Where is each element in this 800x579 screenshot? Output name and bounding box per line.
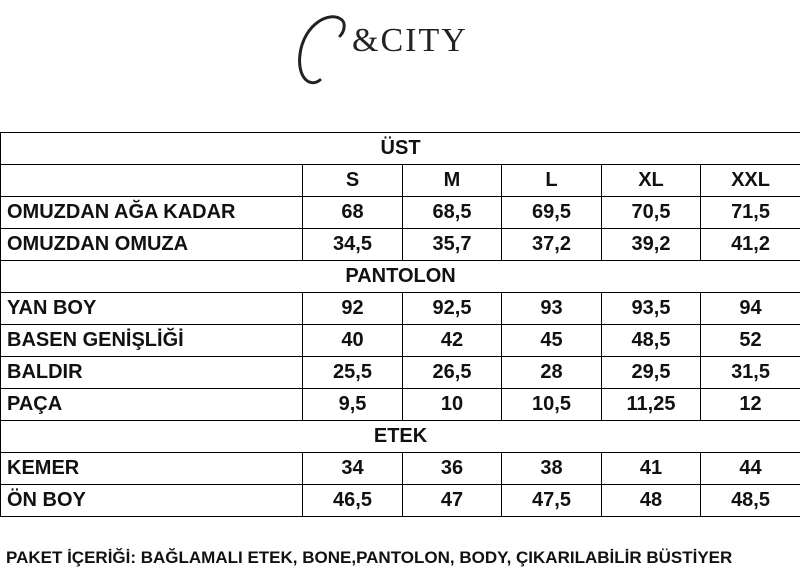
brand-logo [0, 0, 800, 100]
measurement-value: 40 [303, 325, 403, 357]
measurement-label: PAÇA [1, 389, 303, 421]
script-c-letter [290, 6, 360, 96]
section-header-row [1, 133, 800, 165]
size-header-cell: XL [602, 165, 701, 197]
measurement-value: 36 [403, 453, 502, 485]
measurement-value: 35,7 [403, 229, 502, 261]
measurement-value: 46,5 [303, 485, 403, 517]
section-header-row [1, 261, 800, 293]
measurement-label: OMUZDAN OMUZA [1, 229, 303, 261]
table-row [1, 357, 800, 389]
section-title: ÜST [1, 133, 800, 165]
measurement-value: 34,5 [303, 229, 403, 261]
section-title: PANTOLON [1, 261, 800, 293]
measurement-value: 34 [303, 453, 403, 485]
size-header-blank [1, 165, 303, 197]
size-header-cell: XXL [701, 165, 800, 197]
measurement-value: 28 [502, 357, 602, 389]
measurement-value: 48,5 [602, 325, 701, 357]
measurement-value: 68,5 [403, 197, 502, 229]
measurement-value: 93 [502, 293, 602, 325]
measurement-value: 9,5 [303, 389, 403, 421]
table-row [1, 325, 800, 357]
table-row [1, 229, 800, 261]
measurement-value: 69,5 [502, 197, 602, 229]
table-row [1, 485, 800, 517]
section-header-row [1, 421, 800, 453]
section-title: ETEK [1, 421, 800, 453]
measurement-value: 42 [403, 325, 502, 357]
measurement-label: KEMER [1, 453, 303, 485]
measurement-label: BALDIR [1, 357, 303, 389]
measurement-value: 70,5 [602, 197, 701, 229]
measurement-value: 12 [701, 389, 800, 421]
table-row [1, 293, 800, 325]
table-row [1, 453, 800, 485]
measurement-value: 71,5 [701, 197, 800, 229]
measurement-value: 92,5 [403, 293, 502, 325]
measurement-value: 47 [403, 485, 502, 517]
size-header-row [1, 165, 800, 197]
measurement-value: 94 [701, 293, 800, 325]
measurement-value: 47,5 [502, 485, 602, 517]
measurement-value: 31,5 [701, 357, 800, 389]
measurement-value: 48 [602, 485, 701, 517]
measurement-value: 37,2 [502, 229, 602, 261]
measurement-value: 29,5 [602, 357, 701, 389]
measurement-label: ÖN BOY [1, 485, 303, 517]
package-contents-note: PAKET İÇERİĞİ: BAĞLAMALI ETEK, BONE,PANTOLON, BODY, ÇIKARILABİLİR BÜSTİYER [6, 548, 733, 567]
measurement-label: BASEN GENİŞLİĞİ [1, 325, 303, 357]
measurement-value: 92 [303, 293, 403, 325]
measurement-value: 41 [602, 453, 701, 485]
measurement-value: 52 [701, 325, 800, 357]
size-header-cell: M [403, 165, 502, 197]
size-chart-table [0, 132, 800, 517]
logo-wordmark: &CITY [352, 22, 468, 59]
measurement-value: 41,2 [701, 229, 800, 261]
measurement-label: YAN BOY [1, 293, 303, 325]
measurement-label: OMUZDAN AĞA KADAR [1, 197, 303, 229]
measurement-value: 26,5 [403, 357, 502, 389]
measurement-value: 48,5 [701, 485, 800, 517]
measurement-value: 11,25 [602, 389, 701, 421]
measurement-value: 10,5 [502, 389, 602, 421]
table-row [1, 197, 800, 229]
measurement-value: 45 [502, 325, 602, 357]
table-row [1, 389, 800, 421]
measurement-value: 68 [303, 197, 403, 229]
measurement-value: 44 [701, 453, 800, 485]
measurement-value: 93,5 [602, 293, 701, 325]
measurement-value: 25,5 [303, 357, 403, 389]
size-header-cell: L [502, 165, 602, 197]
measurement-value: 39,2 [602, 229, 701, 261]
measurement-value: 10 [403, 389, 502, 421]
measurement-value: 38 [502, 453, 602, 485]
size-header-cell: S [303, 165, 403, 197]
